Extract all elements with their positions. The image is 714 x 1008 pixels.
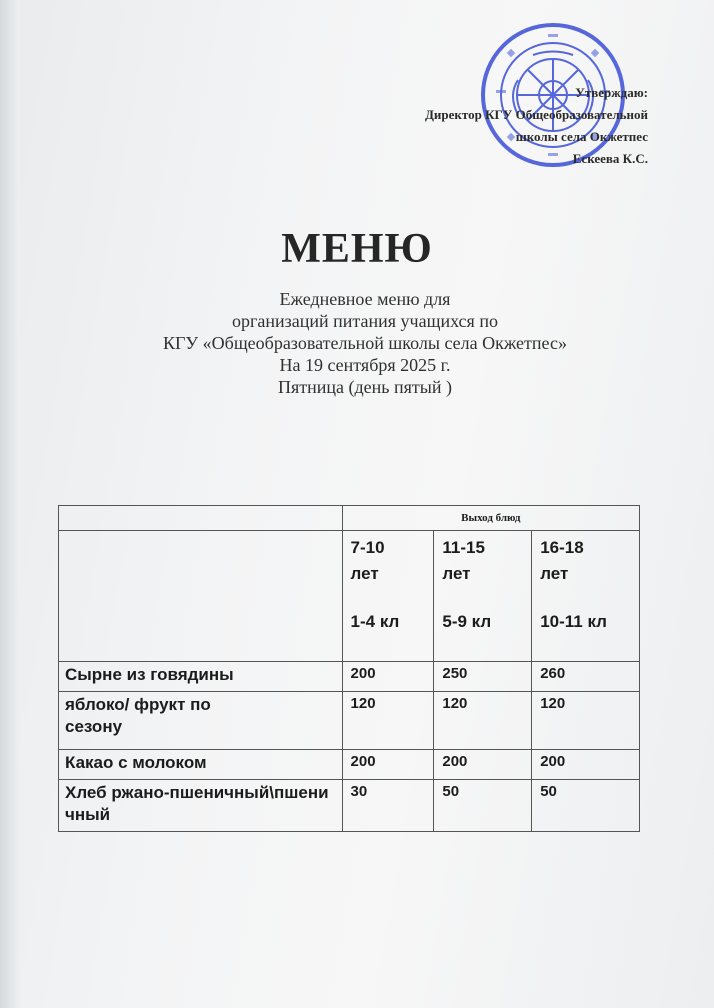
table-empty-cell (59, 531, 343, 662)
approval-school: школы села Окжетпес (515, 129, 648, 144)
age-unit: лет (540, 564, 569, 583)
portion-value: 120 (434, 692, 532, 750)
table-row (59, 692, 640, 750)
table-row (59, 662, 640, 692)
age-unit: лет (442, 564, 471, 583)
grade-range: 5-9 кл (442, 612, 492, 631)
portion-value: 30 (342, 780, 434, 832)
portion-value: 50 (434, 780, 532, 832)
subtitle-line: КГУ «Общеобразовательной школы села Окжетпес» (163, 333, 567, 353)
menu-table (58, 505, 640, 832)
grade-range: 10-11 кл (540, 612, 607, 631)
portion-value: 200 (342, 750, 434, 780)
dish-name: Сырне из говядины (59, 662, 343, 692)
portion-value: 200 (532, 750, 640, 780)
table-row (59, 750, 640, 780)
page-title: МЕНЮ (281, 226, 433, 272)
table-header-row (59, 506, 640, 531)
table-row (59, 780, 640, 832)
table-header: Выход блюд (342, 506, 639, 531)
approval-signatory: Ескеева К.С. (572, 151, 648, 166)
approval-block (425, 82, 648, 170)
subtitle-day: Пятница (день пятый ) (277, 377, 452, 397)
table-corner-cell (59, 506, 343, 531)
dish-name: Хлеб ржано-пшеничный\пшеничный (59, 780, 343, 832)
portion-value: 50 (532, 780, 640, 832)
age-unit: лет (350, 564, 379, 583)
age-group-cell (532, 531, 640, 662)
subtitle-date: На 19 сентября 2025 г. (279, 355, 451, 375)
approval-position: Директор КГУ Общеобразовательной (424, 107, 648, 122)
age-range: 7-10 (350, 538, 385, 557)
portion-value: 120 (532, 692, 640, 750)
approval-label: Утверждаю: (575, 85, 648, 100)
portion-value: 260 (532, 662, 640, 692)
portion-value: 200 (434, 750, 532, 780)
dish-name: яблоко/ фрукт по сезону (59, 692, 343, 750)
age-range: 16-18 (540, 538, 584, 557)
age-group-cell (434, 531, 532, 662)
age-range: 11-15 (442, 538, 485, 557)
portion-value: 200 (342, 662, 434, 692)
subtitle-line: Ежедневное меню для (279, 289, 451, 309)
subtitle-line: организаций питания учащихся по (232, 311, 498, 331)
grade-range: 1-4 кл (350, 612, 400, 631)
age-group-cell (342, 531, 434, 662)
portion-value: 120 (342, 692, 434, 750)
subtitle-block (0, 288, 714, 398)
dish-name: Какао с молоком (59, 750, 343, 780)
table-age-row (59, 531, 640, 662)
portion-value: 250 (434, 662, 532, 692)
